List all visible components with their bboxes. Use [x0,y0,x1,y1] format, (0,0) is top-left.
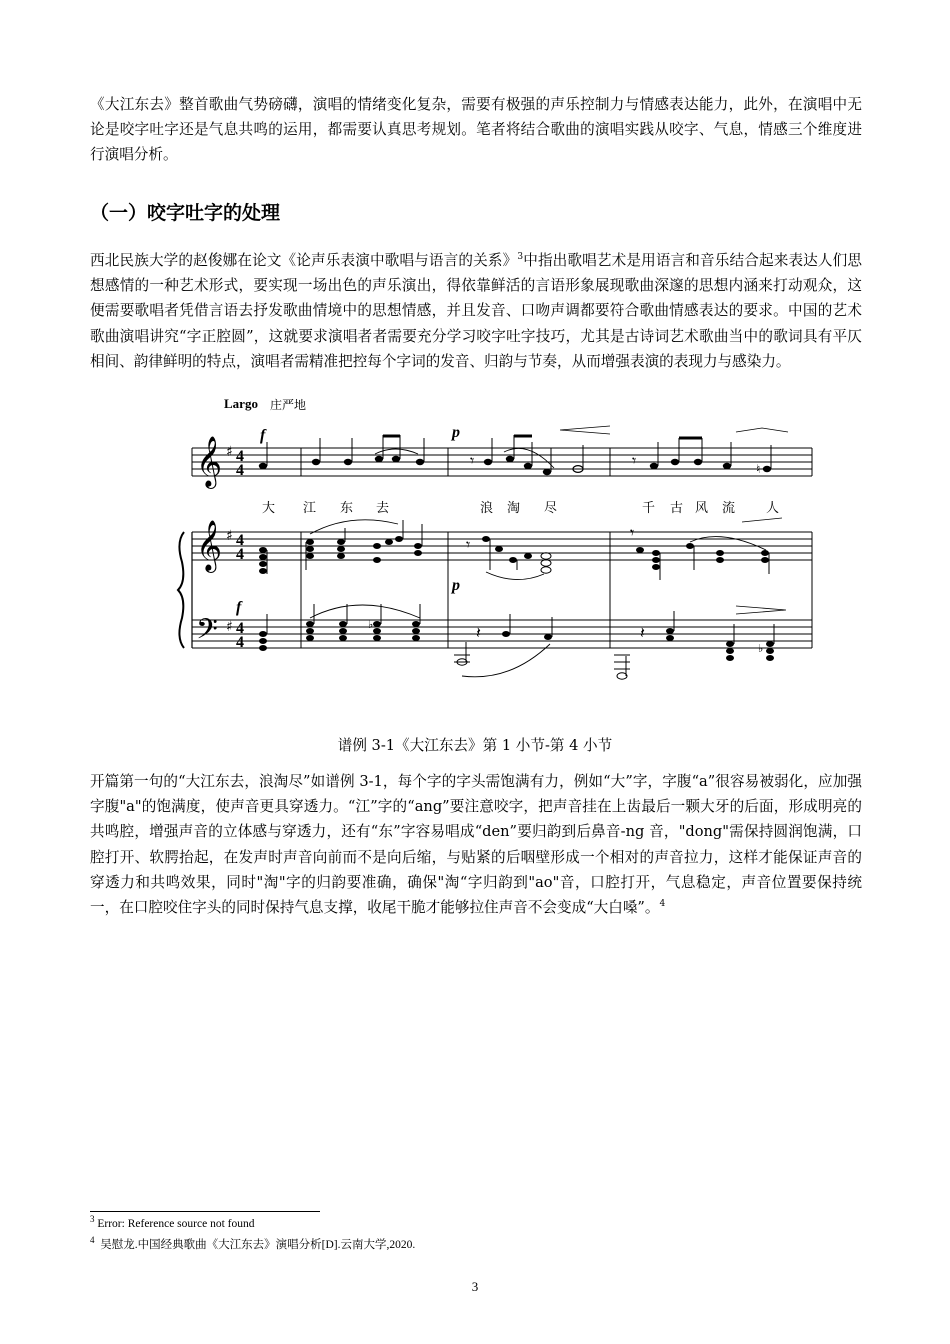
paragraph-text: 西北民族大学的赵俊娜在论文《论声乐表演中歌唱与语言的关系》 [90,252,518,269]
footnote-text: Error: Reference source not found [97,1218,255,1230]
treble-clef-icon: 𝄞 [196,436,223,487]
footnote-ref-4[interactable]: 4 [659,899,666,910]
footnote-4 [90,1236,415,1252]
footnote-number: 4 [90,1235,95,1246]
dynamic-forte-piano: f [236,599,242,616]
svg-text:4: 4 [236,634,244,651]
treble-clef-icon: 𝄞 [196,520,223,571]
svg-text:4: 4 [236,448,244,465]
lyric-syllable: 东 [340,501,354,516]
svg-text:♭: ♭ [368,618,374,631]
lyric-syllable: 大 [262,501,276,516]
body-paragraph-analysis [90,769,862,920]
footnote-number: 3 [90,1214,95,1225]
svg-text:4: 4 [236,620,244,637]
body-paragraph-zhao [90,248,862,374]
eighth-rest-icon: 𝄾 [470,451,475,470]
voice-staff [192,448,812,476]
voice-notes [259,456,771,475]
sharp-icon: ♯ [226,619,233,635]
svg-text:4: 4 [236,532,244,549]
footnote-ref-3[interactable]: 3 [517,252,524,263]
music-score-example [170,392,830,704]
lyrics-row [262,500,779,516]
lyric-syllable: 去 [376,501,390,516]
svg-text:♮: ♮ [756,462,761,476]
footnote-text: 吴慰龙.中国经典歌曲《大江东去》演唱分析[D].云南大学,2020. [100,1239,416,1251]
lyric-syllable: 流 [722,501,736,516]
grand-staff-brace [178,532,184,648]
svg-text:4: 4 [236,462,244,479]
bass-clef-icon: 𝄢 [196,613,218,653]
svg-text:𝄾: 𝄾 [466,535,471,554]
lyric-syllable: 风 [695,501,709,516]
tempo-marking: Largo [224,396,258,411]
svg-text:4: 4 [236,546,244,563]
dynamic-piano-piano: p [452,577,460,594]
svg-text:𝄽: 𝄽 [640,623,645,642]
intro-paragraph: 《大江东去》整首歌曲气势磅礴，演唱的情绪变化复杂，需要有极强的声乐控制力与情感表达能力，此外，在演唱中无论是咬字吐字还是气息共鸣的运用，都需要认真思考规划。笔者将结合歌曲的演唱实践从咬字、气息，情感三个维度进行演唱分析。 [90,96,862,164]
lyric-syllable: 尽 [544,501,558,516]
score-caption: 谱例 3-1《大江东去》第 1 小节-第 4 小节 [337,737,613,754]
dynamic-piano: p [452,424,460,441]
eighth-rest-icon: 𝄾 [632,451,637,470]
svg-text:♭: ♭ [758,642,764,655]
footnote-3 [90,1214,255,1230]
paragraph-text: 开篇第一句的“大江东去，浪淘尽”如谱例 3-1，每个字的字头需饱满有力，例如“大”字，字腹“a”很容易被弱化，应加强字腹"a"的饱满度，使声音更具穿透力。“江”字的“ang”要注意咬字，把声音挂在上齿最后一颗大牙的后面，形成明亮的共鸣腔，增强声音的立体感与穿透力，还有“东”字容易唱成“den”要归韵到后鼻音-ng 音，"dong"需保持圆润饱满，口腔打开、软腭抬起，在发声时声音向前而不是向后缩，与贴紧的后咽壁形成一个相对的声音拉力，这样才能保证声音的穿透力和共鸣效果，同时"淘"字的归韵要准确，确保"淘“字归韵到"ao"音，口腔打开，气息稳定，声音位置要保持统一，在口腔咬住字头的同时保持气息支撑，收尾干脆才能够拉住声音不会变成“大白嗓”。 [90,773,862,917]
sharp-icon: ♯ [226,444,233,460]
section-heading: （一）咬字吐字的处理 [90,202,281,224]
lyric-syllable: 淘 [507,501,521,516]
tempo-marking-cn: 庄严地 [270,398,307,412]
lyric-syllable: 江 [303,501,317,516]
paragraph-text: 中指出歌唱艺术是用语言和音乐结合起来表达人们思想感情的一种艺术形式，要实现一场出色的声乐演出，得依靠鲜活的言语形象展现歌曲深邃的思想内涵来打动观众，这便需要歌唱者凭借言语去抒发歌曲情境中的思想情感，并且发音、口吻声调都要符合歌曲情感表达的要求。中国的艺术歌曲演唱讲究“字正腔圆”，这就要求演唱者者需要充分学习咬字吐字技巧，尤其是古诗词艺术歌曲当中的歌词具有平仄相间、韵律鲜明的特点，演唱者需精准把控每个字词的发音、归韵与节奏，从而增强表演的表现力与感染力。 [90,252,862,370]
lyric-syllable: 千 [642,501,656,516]
footnote-separator [90,1211,320,1212]
dynamic-forte: f [260,427,266,444]
svg-text:𝄽: 𝄽 [476,623,481,642]
lyric-syllable: 古 [670,501,684,516]
page-number: 3 [471,1279,479,1294]
svg-text:𝄾: 𝄾 [630,523,635,542]
lyric-syllable: 人 [766,501,780,516]
piano-treble-notes [259,536,769,574]
sharp-icon: ♯ [226,528,233,544]
lyric-syllable: 浪 [480,501,494,516]
